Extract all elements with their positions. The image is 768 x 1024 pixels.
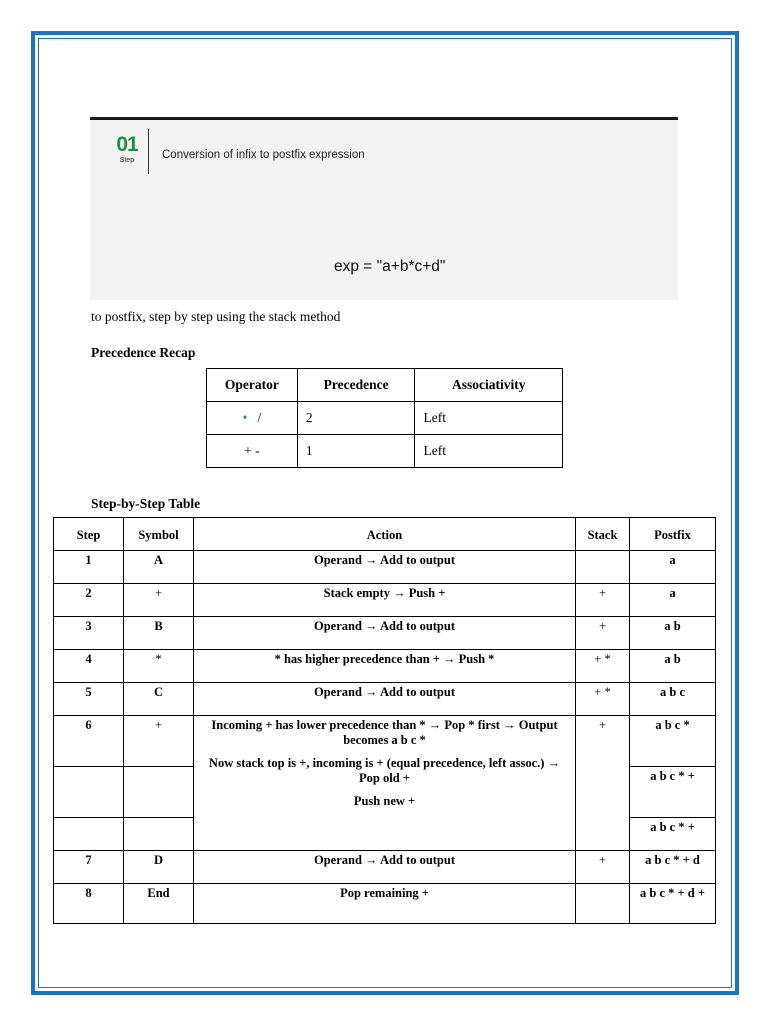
step-divider (148, 129, 149, 174)
column-header: Symbol (124, 518, 194, 551)
stack-cell: + * (576, 683, 630, 716)
step-cell: 6 (54, 716, 124, 767)
postfix-cell: a b (630, 650, 716, 683)
steps-table (53, 517, 716, 924)
action-cell: Pop remaining + (194, 884, 576, 924)
postfix-cell: a b c * + d (630, 851, 716, 884)
banner-title: Conversion of infix to postfix expression (162, 149, 365, 161)
table-row (54, 884, 716, 924)
table-row (207, 435, 563, 468)
table-row (54, 584, 716, 617)
postfix-cell: a b c * + (630, 767, 716, 818)
stack-cell: + (576, 851, 630, 884)
symbol-cell: * (124, 650, 194, 683)
stack-cell (576, 551, 630, 584)
bullet-icon: • (242, 410, 248, 425)
symbol-cell: + (124, 584, 194, 617)
action-line: Now stack top is +, incoming is + (equal precedence, left assoc.) → Pop old + (208, 756, 561, 785)
postfix-cell: a (630, 551, 716, 584)
precedence-table (206, 368, 563, 468)
action-line: Push new + (353, 794, 416, 808)
banner-expression: exp = "a+b*c+d" (334, 258, 446, 275)
postfix-cell: a (630, 584, 716, 617)
step-cell: 8 (54, 884, 124, 924)
steps-heading: Step-by-Step Table (91, 496, 201, 511)
precedence-heading: Precedence Recap (91, 345, 196, 360)
column-header: Associativity (415, 369, 563, 402)
step-cell (54, 818, 124, 851)
step-cell: 5 (54, 683, 124, 716)
postfix-cell: a b c * + d + (630, 884, 716, 924)
associativity-cell: Left (415, 402, 563, 435)
action-cell: Operand → Add to output (194, 683, 576, 716)
operator-cell (207, 402, 298, 435)
symbol-cell: D (124, 851, 194, 884)
table-row (54, 551, 716, 584)
column-header: Action (194, 518, 576, 551)
table-row (54, 617, 716, 650)
symbol-cell (124, 767, 194, 818)
step-cell: 2 (54, 584, 124, 617)
table-row (54, 683, 716, 716)
steps-header-row (54, 518, 716, 551)
step-cell: 7 (54, 851, 124, 884)
action-cell: * has higher precedence than + → Push * (194, 650, 576, 683)
precedence-cell: 1 (297, 435, 415, 468)
associativity-cell: Left (415, 435, 563, 468)
table-row (54, 716, 716, 767)
postfix-cell: a b c (630, 683, 716, 716)
column-header: Precedence (297, 369, 415, 402)
step-cell: 4 (54, 650, 124, 683)
precedence-header-row (207, 369, 563, 402)
operator-value: / (257, 410, 262, 425)
step-cell: 3 (54, 617, 124, 650)
action-cell: Operand → Add to output (194, 851, 576, 884)
action-cell: Operand → Add to output (194, 617, 576, 650)
table-row (54, 851, 716, 884)
operator-cell: + - (207, 435, 298, 468)
step-banner (90, 117, 678, 300)
symbol-cell: + (124, 716, 194, 767)
action-cell: Operand → Add to output (194, 551, 576, 584)
stack-cell: + (576, 584, 630, 617)
intro-text: to postfix, step by step using the stack method (91, 309, 341, 324)
step-label: Step (119, 157, 135, 164)
step-number: 01 (116, 133, 138, 156)
table-row (207, 402, 563, 435)
stack-cell: + (576, 617, 630, 650)
precedence-cell: 2 (297, 402, 415, 435)
postfix-cell: a b c * + (630, 818, 716, 851)
step-cell: 1 (54, 551, 124, 584)
table-row (54, 650, 716, 683)
symbol-cell: End (124, 884, 194, 924)
action-line: Incoming + has lower precedence than * → Pop * first → Output becomes a b c * (211, 718, 558, 747)
symbol-cell: C (124, 683, 194, 716)
column-header: Operator (207, 369, 298, 402)
step-cell (54, 767, 124, 818)
column-header: Step (54, 518, 124, 551)
column-header: Postfix (630, 518, 716, 551)
postfix-cell: a b (630, 617, 716, 650)
symbol-cell: A (124, 551, 194, 584)
postfix-cell: a b c * (630, 716, 716, 767)
stack-cell (576, 884, 630, 924)
symbol-cell (124, 818, 194, 851)
action-cell (194, 716, 576, 851)
symbol-cell: B (124, 617, 194, 650)
action-cell: Stack empty → Push + (194, 584, 576, 617)
stack-cell: + (576, 716, 630, 851)
stack-cell: + * (576, 650, 630, 683)
column-header: Stack (576, 518, 630, 551)
